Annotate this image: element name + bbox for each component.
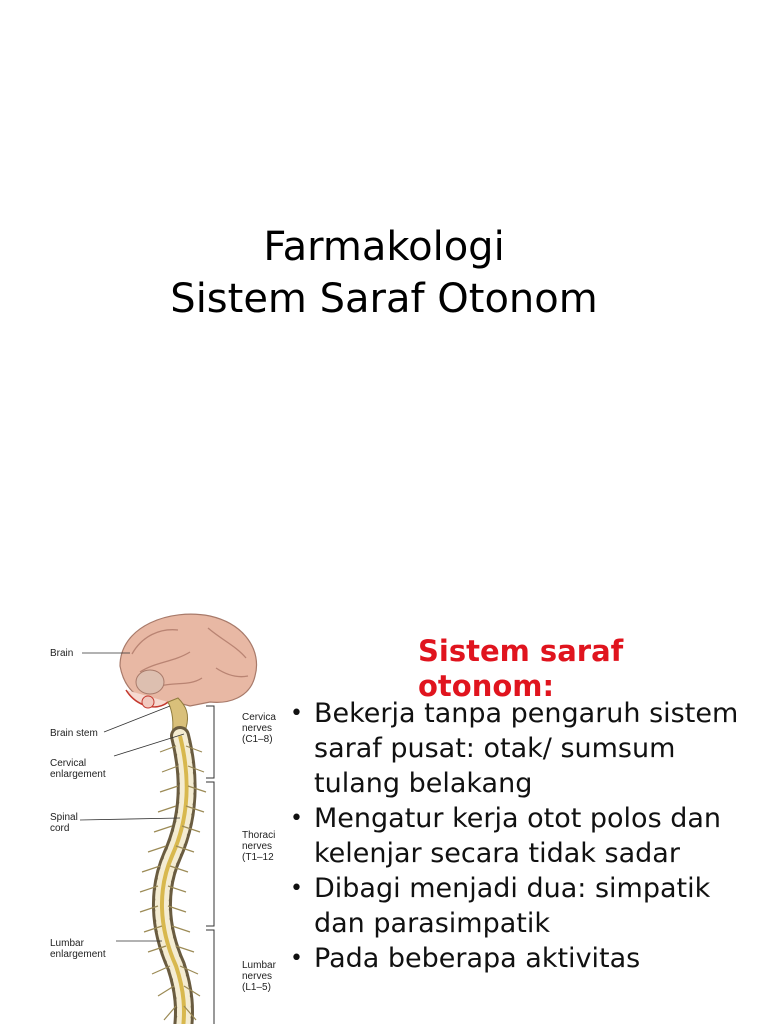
label-thoracic-nerves: Thoraci nerves (T1–12 [242, 830, 276, 863]
label-spinal-cord: Spinal cord [50, 812, 78, 834]
bullet-dot-icon: • [290, 946, 303, 971]
bullet-item [290, 696, 760, 801]
bullet-text: Mengatur kerja otot polos dan kelenjar secara tidak sadar [314, 803, 722, 869]
label-lumbar-enlargement: Lumbar enlargement [50, 938, 106, 960]
label-cervical-nerves: Cervica nerves (C1–8) [242, 712, 276, 745]
slide-title [0, 221, 768, 325]
bullet-dot-icon: • [290, 876, 303, 901]
label-lumbar-nerves: Lumbar nerves (L1–5) [242, 960, 276, 993]
title-line-2: Sistem Saraf Otonom [170, 275, 598, 322]
label-brain: Brain [50, 648, 74, 659]
spinal-cord-figure [40, 606, 300, 1024]
content-slide [0, 580, 768, 1024]
label-brain-stem: Brain stem [50, 728, 98, 739]
bullet-item [290, 941, 760, 976]
bullet-text: Pada beberapa aktivitas [314, 943, 641, 974]
bullet-dot-icon: • [290, 701, 303, 726]
title-line-1: Farmakologi [263, 223, 505, 270]
bullet-item [290, 801, 760, 871]
label-cervical-enlargement: Cervical enlargement [50, 758, 106, 780]
bullet-list [290, 696, 760, 976]
bullet-dot-icon: • [290, 806, 303, 831]
bullet-text: Dibagi menjadi dua: simpatik dan parasimpatik [314, 873, 711, 939]
bullet-text: Bekerja tanpa pengaruh sistem saraf pusat: otak/ sumsum tulang belakang [314, 698, 739, 799]
section-heading: Sistem saraf otonom: [418, 634, 624, 703]
bullet-item [290, 871, 760, 941]
